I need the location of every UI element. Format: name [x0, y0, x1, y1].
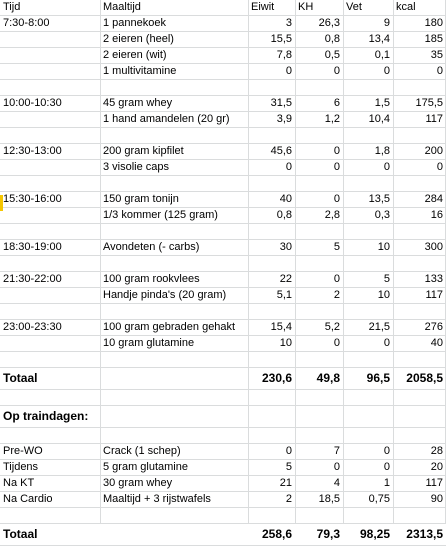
cell-eiwit[interactable]: 7,8	[276, 49, 292, 61]
cell-vet[interactable]	[343, 80, 393, 95]
cell-kcal[interactable]: 276	[424, 321, 443, 333]
cell-kcal[interactable]: 40	[430, 337, 443, 349]
cell-eiwit[interactable]	[248, 304, 295, 319]
cell-vet[interactable]: 13,5	[368, 193, 390, 205]
cell-kh[interactable]: 0	[333, 145, 340, 157]
cell-kcal[interactable]: 0	[436, 65, 443, 77]
cell-kcal[interactable]: 2313,5	[406, 527, 443, 541]
cell-maaltijd[interactable]	[100, 80, 248, 95]
cell-tijd[interactable]: 15:30-16:00	[3, 193, 62, 205]
table-row	[0, 428, 446, 444]
cell-vet[interactable]	[343, 304, 393, 319]
cell-kh[interactable]: 2	[333, 289, 340, 301]
table-row	[0, 460, 446, 476]
cell-maaltijd[interactable]: 5 gram glutamine	[103, 461, 188, 473]
cell-eiwit[interactable]: 30	[279, 241, 292, 253]
cell-maaltijd[interactable]	[100, 128, 248, 143]
cell-kh[interactable]: 0	[333, 65, 340, 77]
section-title-row	[0, 406, 446, 428]
cell-tijd[interactable]: 7:30-8:00	[3, 17, 50, 29]
cell-kh[interactable]: 0,8	[324, 33, 340, 45]
cell-vet[interactable]: 1,5	[374, 97, 390, 109]
cell-vet[interactable]: 10,4	[368, 113, 390, 125]
cell-maaltijd[interactable]	[100, 176, 248, 191]
table-row	[0, 32, 446, 48]
cell-kh[interactable]: 26,3	[318, 17, 340, 29]
cell-kh[interactable]	[295, 128, 343, 143]
cell-kh[interactable]: 18,5	[318, 493, 340, 505]
cell-eiwit[interactable]: 0	[285, 65, 292, 77]
cell-maaltijd[interactable]: Crack (1 schep)	[103, 445, 181, 457]
cell-kcal[interactable]: 117	[425, 289, 443, 301]
cell-maaltijd[interactable]	[100, 256, 248, 271]
cell-tijd[interactable]: Tijdens	[3, 461, 39, 473]
cell-tijd[interactable]	[0, 176, 100, 191]
cell-vet[interactable]	[343, 224, 393, 239]
table-row	[0, 128, 446, 144]
cell-vet[interactable]: 98,25	[359, 527, 390, 541]
cell-tijd[interactable]: Na KT	[3, 477, 35, 489]
table-row	[0, 272, 446, 288]
cell-eiwit[interactable]: 10	[279, 337, 292, 349]
table-row	[0, 492, 446, 508]
cell-kcal[interactable]: 90	[430, 493, 443, 505]
cell-kh[interactable]: 1,2	[324, 113, 340, 125]
cell-eiwit[interactable]: 45,6	[270, 145, 292, 157]
cell-tijd[interactable]	[0, 112, 100, 127]
selected-cell-marker	[0, 195, 3, 211]
cell-tijd[interactable]	[0, 352, 100, 367]
cell-maaltijd[interactable]: 10 gram glutamine	[103, 337, 195, 349]
cell-vet[interactable]: 0	[383, 161, 390, 173]
cell-vet[interactable]: 0,3	[374, 209, 390, 221]
cell-kh[interactable]: 5,2	[324, 321, 340, 333]
cell-kcal[interactable]: 175,5	[415, 97, 443, 109]
cell-vet[interactable]: 96,5	[366, 371, 390, 385]
cell-eiwit[interactable]	[248, 176, 295, 191]
header-row	[0, 0, 446, 16]
cell-tijd[interactable]: Pre-WO	[3, 445, 43, 457]
cell-maaltijd[interactable]: Maaltijd + 3 rijstwafels	[103, 493, 211, 505]
section-title[interactable]: Op traindagen:	[3, 409, 89, 423]
cell-eiwit[interactable]: 3,9	[276, 113, 292, 125]
cell-kh[interactable]: 0	[333, 273, 340, 285]
cell-eiwit[interactable]: 0	[285, 161, 292, 173]
cell-eiwit[interactable]	[248, 80, 295, 95]
cell-vet[interactable]: 0,75	[368, 493, 390, 505]
cell-kcal[interactable]: 2058,5	[406, 371, 443, 385]
cell-kh[interactable]	[295, 176, 343, 191]
cell-tijd[interactable]: Na Cardio	[3, 493, 53, 505]
cell-kh[interactable]: 2,8	[324, 209, 340, 221]
cell-vet[interactable]: Vet	[346, 1, 362, 13]
cell-eiwit[interactable]: 21	[279, 477, 292, 489]
total-row	[0, 524, 446, 546]
cell-vet[interactable]: 1,8	[374, 145, 390, 157]
total-row	[0, 368, 446, 390]
cell-maaltijd[interactable]: 1 multivitamine	[103, 65, 177, 77]
cell-kh[interactable]: KH	[298, 1, 314, 13]
cell-tijd[interactable]	[0, 48, 100, 63]
cell-eiwit[interactable]: 5	[285, 461, 292, 473]
cell-vet[interactable]: 0	[383, 445, 390, 457]
cell-kcal[interactable]: 200	[424, 145, 443, 157]
table-row	[0, 352, 446, 368]
cell-tijd[interactable]	[0, 224, 100, 239]
table-row	[0, 256, 446, 272]
cell-eiwit[interactable]: 0,8	[276, 209, 292, 221]
table-row	[0, 288, 446, 304]
cell-eiwit[interactable]: 40	[279, 193, 292, 205]
cell-eiwit[interactable]: 258,6	[261, 527, 292, 541]
cell-kh[interactable]	[295, 256, 343, 271]
cell-vet[interactable]	[343, 256, 393, 271]
cell-vet[interactable]	[343, 128, 393, 143]
cell-kh[interactable]	[295, 224, 343, 239]
cell-vet[interactable]: 10	[377, 241, 390, 253]
cell-eiwit[interactable]	[248, 224, 295, 239]
cell-kcal[interactable]	[393, 224, 446, 239]
table-row	[0, 444, 446, 460]
cell-kcal[interactable]	[393, 304, 446, 319]
cell-kh[interactable]	[295, 352, 343, 367]
cell-eiwit[interactable]	[248, 352, 295, 367]
cell-tijd[interactable]	[0, 32, 100, 47]
table-row	[0, 208, 446, 224]
cell-tijd[interactable]: Totaal	[3, 371, 38, 385]
cell-eiwit[interactable]: 2	[285, 493, 292, 505]
cell-eiwit[interactable]: 15,4	[270, 321, 292, 333]
cell-kh[interactable]: 0,5	[324, 49, 340, 61]
table-row	[0, 336, 446, 352]
cell-maaltijd[interactable]: 2 eieren (wit)	[103, 49, 167, 61]
cell-eiwit[interactable]: 0	[285, 445, 292, 457]
cell-tijd[interactable]: 12:30-13:00	[3, 145, 62, 157]
cell-tijd[interactable]: 21:30-22:00	[3, 273, 62, 285]
cell-eiwit[interactable]: 22	[279, 273, 292, 285]
cell-vet[interactable]: 5	[383, 273, 390, 285]
cell-tijd[interactable]: 18:30-19:00	[3, 241, 62, 253]
cell-maaltijd[interactable]: 1 pannekoek	[103, 17, 166, 29]
cell-kcal[interactable]: 16	[430, 209, 443, 221]
cell-tijd[interactable]	[0, 80, 100, 95]
cell-tijd[interactable]: Totaal	[3, 527, 38, 541]
cell-vet[interactable]: 0	[383, 337, 390, 349]
cell-kh[interactable]: 0	[333, 337, 340, 349]
cell-eiwit[interactable]: 3	[285, 17, 292, 29]
cell-vet[interactable]: 1	[383, 477, 390, 489]
table-row	[0, 476, 446, 492]
cell-vet[interactable]: 9	[383, 17, 390, 29]
cell-kh[interactable]: 79,3	[316, 527, 340, 541]
table-row	[0, 80, 446, 96]
cell-kh[interactable]: 5	[333, 241, 340, 253]
cell-maaltijd[interactable]: 100 gram gebraden gehakt	[103, 321, 236, 333]
cell-kh[interactable]: 7	[333, 445, 340, 457]
cell-maaltijd[interactable]: 150 gram tonijn	[103, 193, 179, 205]
cell-kh[interactable]: 4	[333, 477, 340, 489]
table-row	[0, 240, 446, 256]
cell-kh[interactable]: 0	[333, 161, 340, 173]
cell-kcal[interactable]: 35	[430, 49, 443, 61]
cell-kcal[interactable]	[393, 176, 446, 191]
cell-tijd[interactable]	[0, 304, 100, 319]
cell-tijd[interactable]: Tijd	[3, 1, 21, 13]
cell-kcal[interactable]: 20	[430, 461, 443, 473]
cell-maaltijd[interactable]: Maaltijd	[103, 1, 141, 13]
cell-kcal[interactable]: 28	[430, 445, 443, 457]
cell-vet[interactable]: 21,5	[368, 321, 390, 333]
cell-kcal[interactable]	[393, 256, 446, 271]
table-row	[0, 160, 446, 176]
cell-eiwit[interactable]: 31,5	[270, 97, 292, 109]
cell-maaltijd[interactable]: 100 gram rookvlees	[103, 273, 200, 285]
cell-kcal[interactable]: kcal	[396, 1, 416, 13]
cell-vet[interactable]: 0	[383, 461, 390, 473]
cell-maaltijd[interactable]: 1/3 kommer (125 gram)	[103, 209, 218, 221]
cell-tijd[interactable]	[0, 128, 100, 143]
table-row	[0, 320, 446, 336]
table-row	[0, 508, 446, 524]
cell-kcal[interactable]: 180	[424, 17, 443, 29]
table-row	[0, 112, 446, 128]
cell-kcal[interactable]: 117	[425, 113, 443, 125]
cell-kh[interactable]: 0	[333, 461, 340, 473]
cell-vet[interactable]	[343, 352, 393, 367]
cell-kh[interactable]	[295, 304, 343, 319]
cell-kh[interactable]: 0	[333, 193, 340, 205]
cell-tijd[interactable]	[0, 336, 100, 351]
cell-eiwit[interactable]	[248, 256, 295, 271]
cell-kh[interactable]: 6	[333, 97, 340, 109]
table-row	[0, 64, 446, 80]
cell-tijd[interactable]	[0, 64, 100, 79]
cell-tijd[interactable]	[0, 288, 100, 303]
cell-kcal[interactable]: 284	[424, 193, 443, 205]
table-row	[0, 304, 446, 320]
table-row	[0, 48, 446, 64]
cell-maaltijd[interactable]: 2 eieren (heel)	[103, 33, 174, 45]
cell-tijd[interactable]: 23:00-23:30	[3, 321, 62, 333]
cell-vet[interactable]: 0,1	[374, 49, 390, 61]
table-row	[0, 176, 446, 192]
cell-maaltijd[interactable]: Avondeten (- carbs)	[103, 241, 200, 253]
cell-tijd[interactable]	[0, 256, 100, 271]
cell-vet[interactable]: 13,4	[368, 33, 390, 45]
cell-eiwit[interactable]: 5,1	[276, 289, 292, 301]
cell-kh[interactable]: 49,8	[316, 371, 340, 385]
cell-maaltijd[interactable]: Handje pinda's (20 gram)	[103, 289, 227, 301]
table-row	[0, 144, 446, 160]
cell-maaltijd[interactable]: 30 gram whey	[103, 477, 173, 489]
cell-vet[interactable]	[343, 176, 393, 191]
cell-kcal[interactable]: 185	[424, 33, 443, 45]
cell-eiwit[interactable]: 230,6	[261, 371, 292, 385]
cell-vet[interactable]: 10	[377, 289, 390, 301]
cell-tijd[interactable]: 10:00-10:30	[3, 97, 62, 109]
table-row	[0, 96, 446, 112]
table-row	[0, 390, 446, 406]
cell-kcal[interactable]: 0	[436, 161, 443, 173]
cell-tijd[interactable]	[0, 160, 100, 175]
cell-kcal[interactable]	[393, 352, 446, 367]
cell-maaltijd[interactable]	[100, 352, 248, 367]
cell-vet[interactable]: 0	[383, 65, 390, 77]
cell-maaltijd[interactable]: 200 gram kipfilet	[103, 145, 184, 157]
cell-kcal[interactable]: 133	[424, 273, 443, 285]
cell-kcal[interactable]	[393, 80, 446, 95]
cell-kh[interactable]	[295, 80, 343, 95]
table-row	[0, 16, 446, 32]
cell-maaltijd[interactable]: 45 gram whey	[103, 97, 173, 109]
cell-maaltijd[interactable]: 3 visolie caps	[103, 161, 170, 173]
cell-kcal[interactable]: 300	[424, 241, 443, 253]
cell-maaltijd[interactable]	[100, 304, 248, 319]
cell-eiwit[interactable]: 15,5	[270, 33, 292, 45]
table-row	[0, 224, 446, 240]
cell-maaltijd[interactable]	[100, 224, 248, 239]
cell-eiwit[interactable]	[248, 128, 295, 143]
cell-kcal[interactable]	[393, 128, 446, 143]
cell-maaltijd[interactable]: 1 hand amandelen (20 gr)	[103, 113, 230, 125]
cell-tijd[interactable]	[0, 208, 100, 223]
cell-kcal[interactable]: 117	[425, 477, 443, 489]
table-row	[0, 192, 446, 208]
cell-eiwit[interactable]: Eiwit	[251, 1, 275, 13]
